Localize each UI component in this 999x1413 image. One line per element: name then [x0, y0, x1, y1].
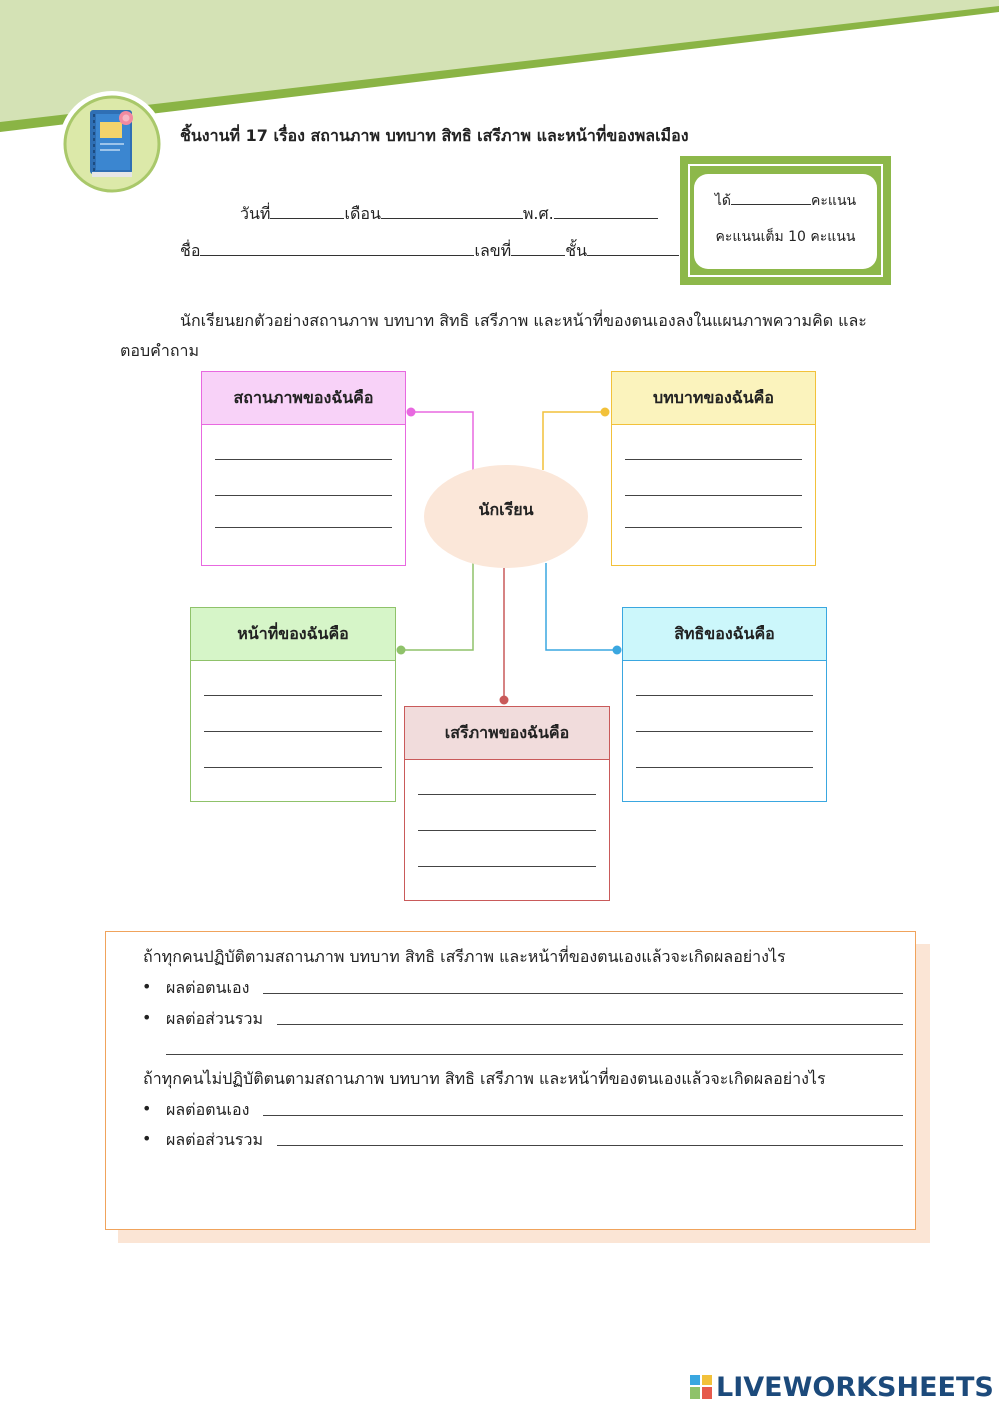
instruction: นักเรียนยกตัวอย่างสถานภาพ บทบาท สิทธิ เสรีภาพ และหน้าที่ของตนเองลงในแผนภาพความคิด และตอบคำถาม	[120, 311, 867, 360]
bullet-icon: •	[142, 977, 152, 996]
q1-self-answer[interactable]	[263, 993, 903, 994]
year-label: พ.ศ.	[522, 204, 554, 223]
score-points-label: คะแนน	[811, 193, 857, 209]
answer-line[interactable]	[636, 731, 813, 732]
role-heading: บทบาทของฉันคือ	[612, 372, 815, 425]
answer-line[interactable]	[204, 767, 382, 768]
question-1: ถ้าทุกคนปฏิบัติตามสถานภาพ บทบาท สิทธิ เสรีภาพ และหน้าที่ของตนเองแล้วจะเกิดผลอย่างไร	[143, 947, 786, 966]
center-label: นักเรียน	[478, 500, 534, 519]
answer-line[interactable]	[215, 495, 392, 496]
bullet-icon: •	[142, 1008, 152, 1027]
rights-box	[622, 607, 827, 802]
bullet-icon: •	[142, 1099, 152, 1118]
duty-heading: หน้าที่ของฉันคือ	[191, 608, 395, 661]
full-score-label: คะแนนเต็ม 10 คะแนน	[715, 229, 856, 245]
answer-line[interactable]	[215, 459, 392, 460]
rights-heading: สิทธิของฉันคือ	[623, 608, 826, 661]
name-label: ชื่อ	[180, 241, 201, 260]
brand-icon	[690, 1375, 712, 1399]
answer-line[interactable]	[625, 527, 802, 528]
class-label: ชั้น	[565, 241, 588, 260]
page-title: ชิ้นงานที่ 17 เรื่อง สถานภาพ บทบาท สิทธิ เสรีภาพ และหน้าที่ของพลเมือง	[180, 126, 689, 145]
q2-society-answer[interactable]	[277, 1145, 903, 1146]
answer-line[interactable]	[215, 527, 392, 528]
question-2: ถ้าทุกคนไม่ปฏิบัติตนตามสถานภาพ บทบาท สิทธิ เสรีภาพ และหน้าที่ของตนเองแล้วจะเกิดผลอย่างไร	[143, 1069, 826, 1088]
q1-society-answer[interactable]	[277, 1024, 903, 1025]
brand-logo	[690, 1372, 994, 1403]
answer-line[interactable]	[636, 767, 813, 768]
answer-line[interactable]	[204, 731, 382, 732]
q2-society-label: ผลต่อส่วนรวม	[166, 1130, 263, 1149]
answer-line[interactable]	[418, 830, 596, 831]
answer-line[interactable]	[625, 495, 802, 496]
q1-society-answer-extra[interactable]	[166, 1054, 903, 1055]
answer-line[interactable]	[204, 695, 382, 696]
freedom-heading: เสรีภาพของฉันคือ	[405, 707, 609, 760]
date-label: วันที่	[240, 204, 271, 223]
role-box	[611, 371, 816, 566]
q2-self-label: ผลต่อตนเอง	[166, 1100, 250, 1119]
freedom-box	[404, 706, 610, 901]
q1-self-label: ผลต่อตนเอง	[166, 978, 250, 997]
answer-line[interactable]	[625, 459, 802, 460]
score-got-label: ได้	[714, 193, 732, 209]
month-label: เดือน	[344, 204, 381, 223]
bullet-icon: •	[142, 1129, 152, 1148]
brand-text: LIVEWORKSHEETS	[716, 1372, 994, 1403]
status-heading: สถานภาพของฉันคือ	[202, 372, 405, 425]
answer-line[interactable]	[418, 794, 596, 795]
q1-society-label: ผลต่อส่วนรวม	[166, 1009, 263, 1028]
number-label: เลขที่	[474, 241, 512, 260]
duty-box	[190, 607, 396, 802]
status-box	[201, 371, 406, 566]
answer-line[interactable]	[636, 695, 813, 696]
answer-line[interactable]	[418, 866, 596, 867]
q2-self-answer[interactable]	[263, 1115, 903, 1116]
